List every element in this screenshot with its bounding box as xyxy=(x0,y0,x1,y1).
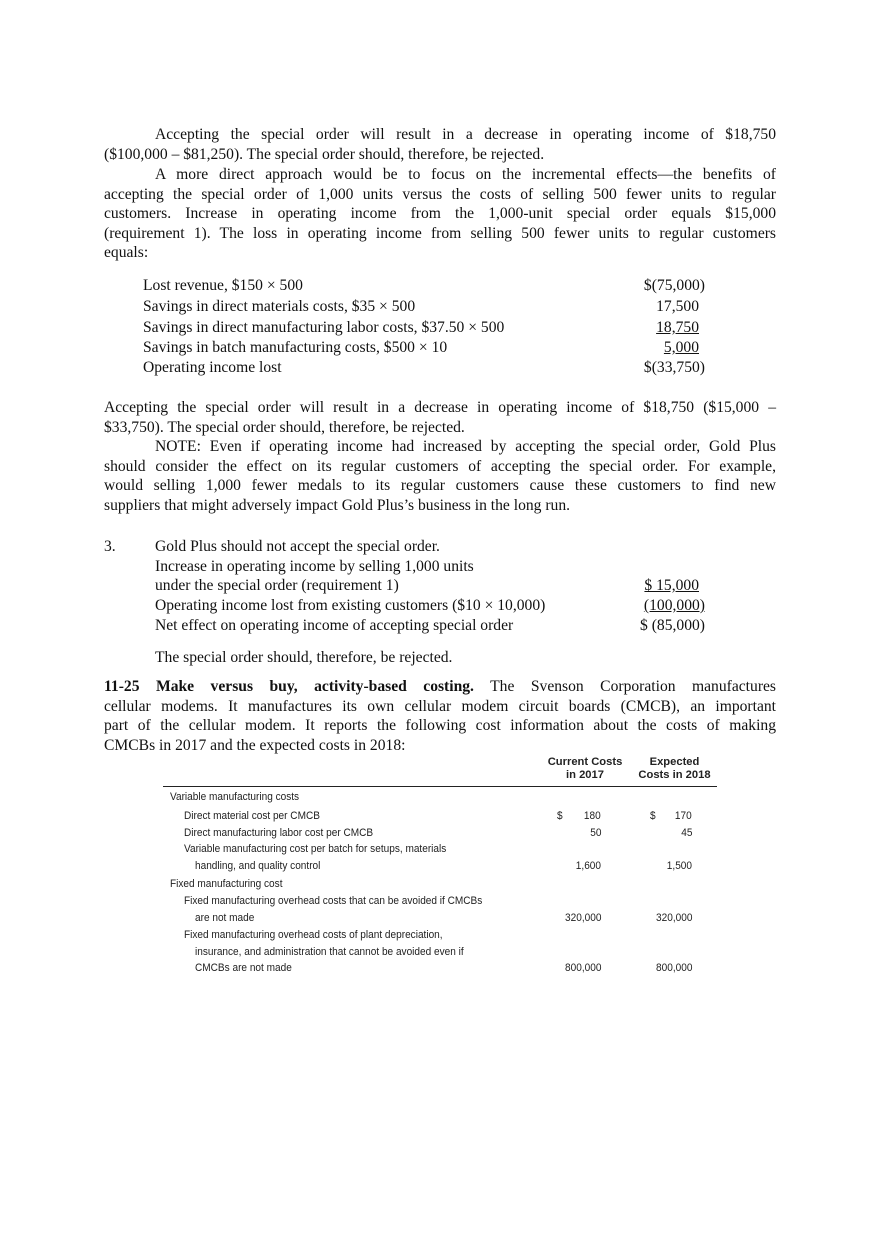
text-line: part of the cellular modem. It reports the following cost information about the costs of making xyxy=(104,717,776,734)
problem-11-25 xyxy=(104,677,776,755)
text-line: The Svenson Corporation manufactures xyxy=(490,678,776,695)
table-row-value: $(75,000) xyxy=(643,277,705,294)
text-line: (requirement 1). The loss in operating income from selling 500 fewer units to regular customers xyxy=(104,224,776,242)
row-label: insurance, and administration that cannot be avoided even if xyxy=(195,946,464,958)
text-line: should consider the effect on its regular customers of accepting the special order. For example, xyxy=(104,457,776,475)
column-header-2017: Current Costs in 2017 xyxy=(547,756,623,781)
table-row-label: Savings in direct manufacturing labor costs, $37.50 × 500 xyxy=(143,319,505,336)
table-row-label: Lost revenue, $150 × 500 xyxy=(143,277,303,294)
req3-row-label: Net effect on operating income of accepting special order xyxy=(155,617,514,634)
row-label: Variable manufacturing cost per batch for setups, materials xyxy=(184,843,447,855)
row-label: CMCBs are not made xyxy=(195,962,292,974)
req3-conclusion: The special order should, therefore, be rejected. xyxy=(155,649,453,666)
text-line: NOTE: Even if operating income had increased by accepting the special order, Gold Plus xyxy=(155,438,776,455)
row-label: Direct manufacturing labor cost per CMCB xyxy=(184,827,374,839)
section-label: Fixed manufacturing cost xyxy=(170,878,283,890)
value-2018: 45 xyxy=(680,827,692,839)
value-2018: 1,500 xyxy=(666,860,692,872)
currency-sign: $ xyxy=(557,810,563,822)
table-row-value: 17,500 xyxy=(656,298,699,315)
req3-row-value: (100,000) xyxy=(643,597,705,614)
table-row-value: 5,000 xyxy=(663,339,699,356)
table-row-value: $(33,750) xyxy=(643,359,705,376)
text-line: $33,750). The special order should, therefore, be rejected. xyxy=(104,418,465,436)
row-label: Fixed manufacturing overhead costs that can be avoided if CMCBs xyxy=(184,895,483,907)
section-label: Variable manufacturing costs xyxy=(170,791,300,803)
text-line: Accepting the special order will result in a decrease in operating income of $18,750 ($15,000 – xyxy=(104,399,776,416)
req3-row-label: Operating income lost from existing customers ($10 × 10,000) xyxy=(155,597,546,614)
value-2018: 170 xyxy=(675,810,692,822)
header-rule xyxy=(163,786,717,787)
text-line: Accepting the special order will result in a decrease in operating income of $18,750 xyxy=(155,126,776,143)
row-label: handling, and quality control xyxy=(195,860,321,872)
intro-paragraph-2 xyxy=(104,165,776,263)
req3-row-label: Increase in operating income by selling 1,000 units xyxy=(155,558,474,575)
currency-sign: $ xyxy=(650,810,656,822)
value-2017: 180 xyxy=(584,810,601,822)
table-row-label: Savings in direct materials costs, $35 × 500 xyxy=(143,298,416,315)
text-line: cellular modems. It manufactures its own cellular modem circuit boards (CMCB), an important xyxy=(104,697,776,715)
value-2017: 320,000 xyxy=(564,912,601,924)
text-line: A more direct approach would be to focus on the incremental effects—the benefits of xyxy=(155,166,776,183)
text-line: equals: xyxy=(104,244,149,261)
value-2017: 50 xyxy=(589,827,601,839)
requirement-statement: Gold Plus should not accept the special order. xyxy=(155,538,440,555)
text-line: would selling 1,000 fewer medals to its regular customers cause these customers to find new xyxy=(104,477,776,494)
req3-row-label: under the special order (requirement 1) xyxy=(155,577,399,594)
requirement-number: 3. xyxy=(104,538,116,555)
value-2017: 800,000 xyxy=(564,962,601,974)
intro-paragraph-1 xyxy=(104,125,776,164)
text-line: accepting the special order of 1,000 units versus the costs of selling 500 fewer units to regular xyxy=(104,185,776,203)
note-paragraph xyxy=(104,437,776,515)
text-line: suppliers that might adversely impact Gold Plus’s business in the long run. xyxy=(104,496,571,514)
text-line: ($100,000 – $81,250). The special order should, therefore, be rejected. xyxy=(104,145,545,163)
text-line: CMCBs in 2017 and the expected costs in 2018: xyxy=(104,736,406,754)
problem-heading: 11-25 Make versus buy, activity-based costing. xyxy=(104,678,474,695)
text-line: customers. Increase in operating income from the 1,000-unit special order equals $15,000 xyxy=(104,205,776,222)
req3-row-value: $ 15,000 xyxy=(644,577,699,594)
value-2017: 1,600 xyxy=(575,860,601,872)
row-label: are not made xyxy=(195,912,255,924)
req3-row-value: $ (85,000) xyxy=(640,617,705,634)
row-label: Fixed manufacturing overhead costs of plant depreciation, xyxy=(184,929,443,941)
value-2018: 320,000 xyxy=(655,912,692,924)
value-2018: 800,000 xyxy=(655,962,692,974)
table-row-label: Savings in batch manufacturing costs, $500 × 10 xyxy=(143,339,448,356)
table-row-value: 18,750 xyxy=(656,319,699,336)
conclusion-paragraph xyxy=(104,398,776,437)
row-label: Direct material cost per CMCB xyxy=(184,810,320,822)
table-row-label: Operating income lost xyxy=(143,359,282,376)
column-header-2018: Expected Costs in 2018 xyxy=(638,756,711,781)
